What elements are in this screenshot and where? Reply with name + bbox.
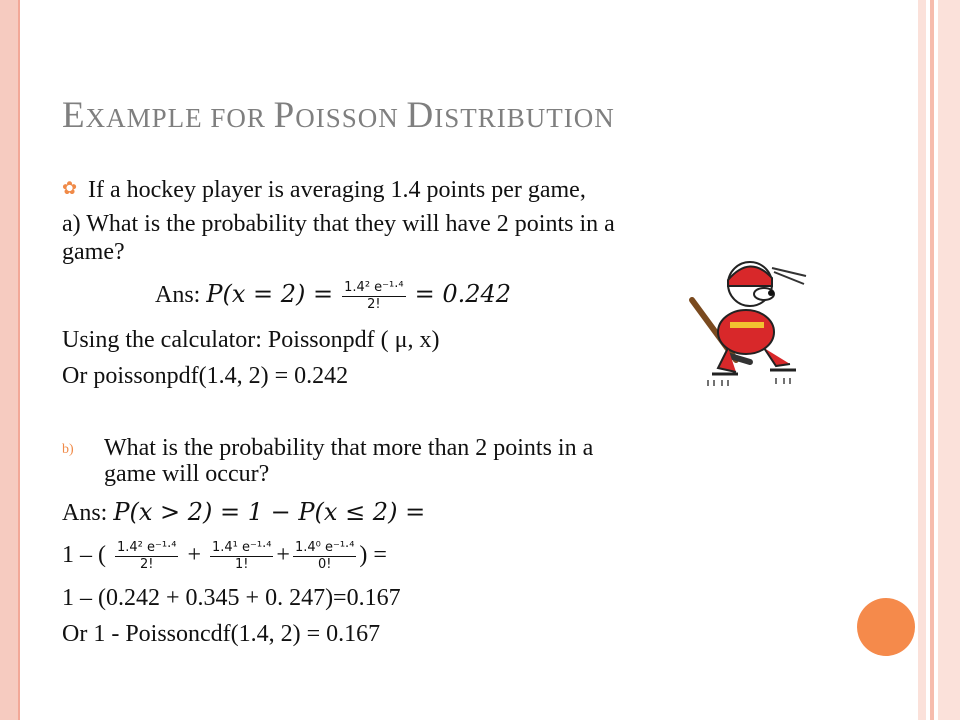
fraction-numerator: 1.4¹ e⁻¹·⁴ — [211, 540, 272, 555]
right-frame-edge — [938, 0, 960, 720]
answer-a-prefix: Ans: — [155, 282, 207, 309]
question-a-line2: game? — [62, 239, 125, 265]
title-segment: D — [406, 95, 435, 136]
hockey-player-illustration — [678, 250, 818, 390]
poissoncdf-line: Or 1 - Poissoncdf(1.4, 2) = 0.167 — [62, 621, 381, 647]
slide-title — [62, 94, 615, 137]
answer-b-prefix: Ans: — [62, 500, 114, 526]
fraction-numerator: 1.4² e⁻¹·⁴ — [117, 540, 177, 555]
decorative-orange-circle — [857, 598, 915, 656]
calculator-line: Using the calculator: Poissonpdf ( μ, x) — [62, 327, 440, 353]
title-segment: OISSON — [295, 103, 407, 133]
left-frame-band — [0, 0, 18, 720]
question-b-line1: What is the probability that more than 2 points in a — [104, 435, 594, 461]
fraction-numerator: 1.4² e⁻¹·⁴ — [344, 280, 404, 295]
question-a-line1: a) What is the probability that they will have 2 points in a — [62, 211, 615, 237]
plus-sign: + — [276, 542, 290, 569]
sum-fraction-1 — [115, 540, 178, 573]
intro-line: If a hockey player is averaging 1.4 points per game, — [88, 177, 586, 203]
sum-fraction-2 — [210, 540, 273, 573]
sum-prefix: 1 – ( — [62, 542, 106, 569]
title-segment: P — [273, 95, 296, 136]
answer-a-rhs: = 0.242 — [414, 280, 512, 309]
bullet-icon: ✿ — [62, 178, 78, 198]
question-b-marker: b) — [62, 442, 74, 457]
poissonpdf-line: Or poissonpdf(1.4, 2) = 0.242 — [62, 363, 349, 389]
right-frame-line — [930, 0, 934, 720]
fraction-denominator: 2! — [115, 556, 178, 573]
answer-a-lhs: P(x = 2) = — [206, 280, 334, 309]
title-segment: XAMPLE FOR — [85, 103, 274, 133]
title-segment: ISTRIBUTION — [434, 103, 615, 133]
result-line: 1 – (0.242 + 0.345 + 0. 247)=0.167 — [62, 585, 401, 611]
sum-suffix: ) = — [359, 542, 387, 569]
right-frame-band — [918, 0, 926, 720]
plus-sign: + — [187, 542, 201, 569]
fraction-denominator: 1! — [210, 556, 273, 573]
title-segment: E — [62, 95, 86, 136]
left-frame-line — [18, 0, 20, 720]
answer-b-expression: P(x > 2) = 1 − P(x ≤ 2) = — [113, 498, 426, 526]
fraction-denominator: 0! — [293, 556, 356, 573]
sum-fraction-3 — [293, 540, 356, 573]
answer-b-formula — [62, 498, 425, 527]
fraction-denominator: 2! — [342, 296, 405, 313]
fraction-numerator: 1.4⁰ e⁻¹·⁴ — [294, 540, 355, 555]
question-b-line2: game will occur? — [104, 461, 270, 487]
answer-a-formula — [155, 280, 511, 313]
sum-expression — [62, 540, 387, 573]
answer-a-fraction — [342, 280, 405, 313]
